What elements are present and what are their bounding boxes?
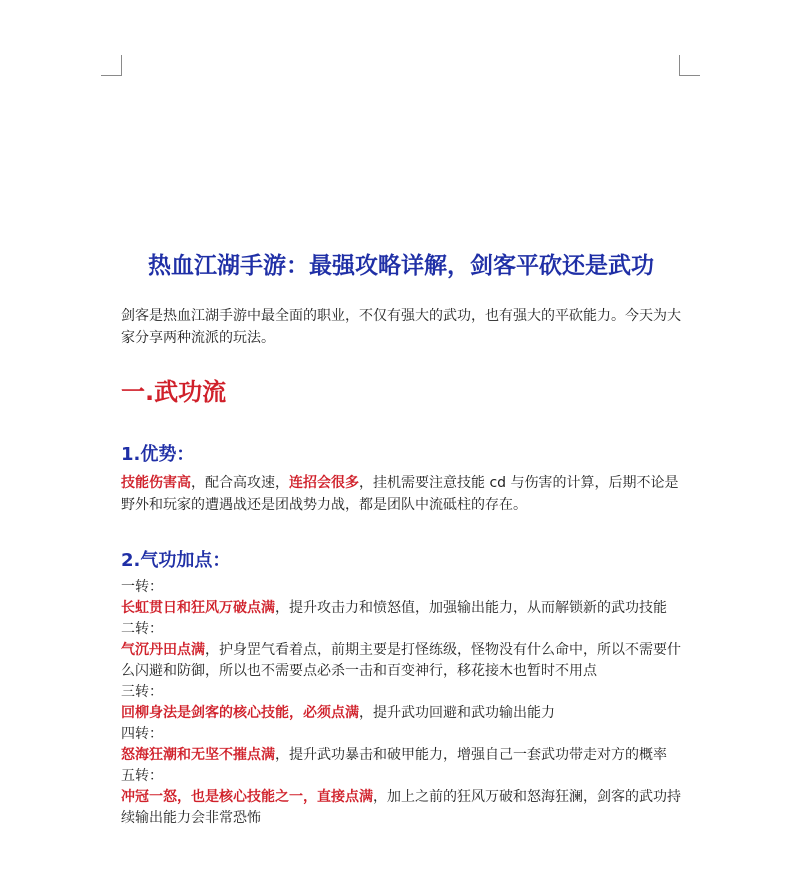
body-text: ，护身罡气看着点，前期主要是打怪练级，怪物没有什么命中，所以不需要什么闪避和防御，所以也不需要点必杀一击和百变神行，移花接木也暂时不用点 <box>121 642 681 679</box>
turn-description <box>121 598 681 619</box>
turn-description <box>121 640 681 682</box>
advantages-paragraph <box>121 472 681 516</box>
turns-list <box>121 577 681 829</box>
highlight-text: 怒海狂潮和无坚不摧点满 <box>121 747 275 763</box>
document-title: 热血江湖手游：最强攻略详解，剑客平砍还是武功 <box>148 253 654 279</box>
turn-description <box>121 703 681 724</box>
body-text: ，挂机需要注意技能 cd 与伤害的计算，后期不论是野外和玩家的遭遇战还是团战势力战，都是团队中流砥柱的存在。 <box>121 475 679 513</box>
highlight-text: 技能伤害高 <box>121 475 191 491</box>
turn-label: 五转： <box>121 768 163 784</box>
highlight-text: 长虹贯日和狂风万破点满 <box>121 600 275 616</box>
turn-label: 三转： <box>121 684 163 700</box>
turn-description <box>121 787 681 829</box>
intro-paragraph: 剑客是热血江湖手游中最全面的职业，不仅有强大的武功，也有强大的平砍能力。今天为大家分享两种流派的玩法。 <box>121 308 681 346</box>
turn-label: 四转： <box>121 726 163 742</box>
highlight-text: 连招会很多 <box>289 475 359 491</box>
highlight-text: 回柳身法是剑客的核心技能，必须点满 <box>121 705 359 721</box>
body-text: ，配合高攻速， <box>191 475 289 491</box>
highlight-text: 气沉丹田点满 <box>121 642 205 658</box>
turn-description <box>121 745 681 766</box>
highlight-text: 冲冠一怒，也是核心技能之一，直接点满 <box>121 789 373 805</box>
body-text: ，加上之前的狂风万破和怒海狂澜，剑客的武功持续输出能力会非常恐怖 <box>121 789 681 826</box>
body-text: ，提升武功暴击和破甲能力，增强自己一套武功带走对方的概率 <box>275 747 667 763</box>
page-corner-mark-left <box>101 55 122 76</box>
turn-label: 一转： <box>121 579 163 595</box>
advantages-heading: 1.优势： <box>121 444 195 465</box>
section-heading-wugong: 一.武功流 <box>121 378 227 406</box>
body-text: ，提升攻击力和愤怒值，加强输出能力，从而解锁新的武功技能 <box>275 600 667 616</box>
page-corner-mark-right <box>679 55 700 76</box>
body-text: ，提升武功回避和武功输出能力 <box>359 705 555 721</box>
qigong-points-heading: 2.气功加点： <box>121 550 231 571</box>
turn-label: 二转： <box>121 621 163 637</box>
